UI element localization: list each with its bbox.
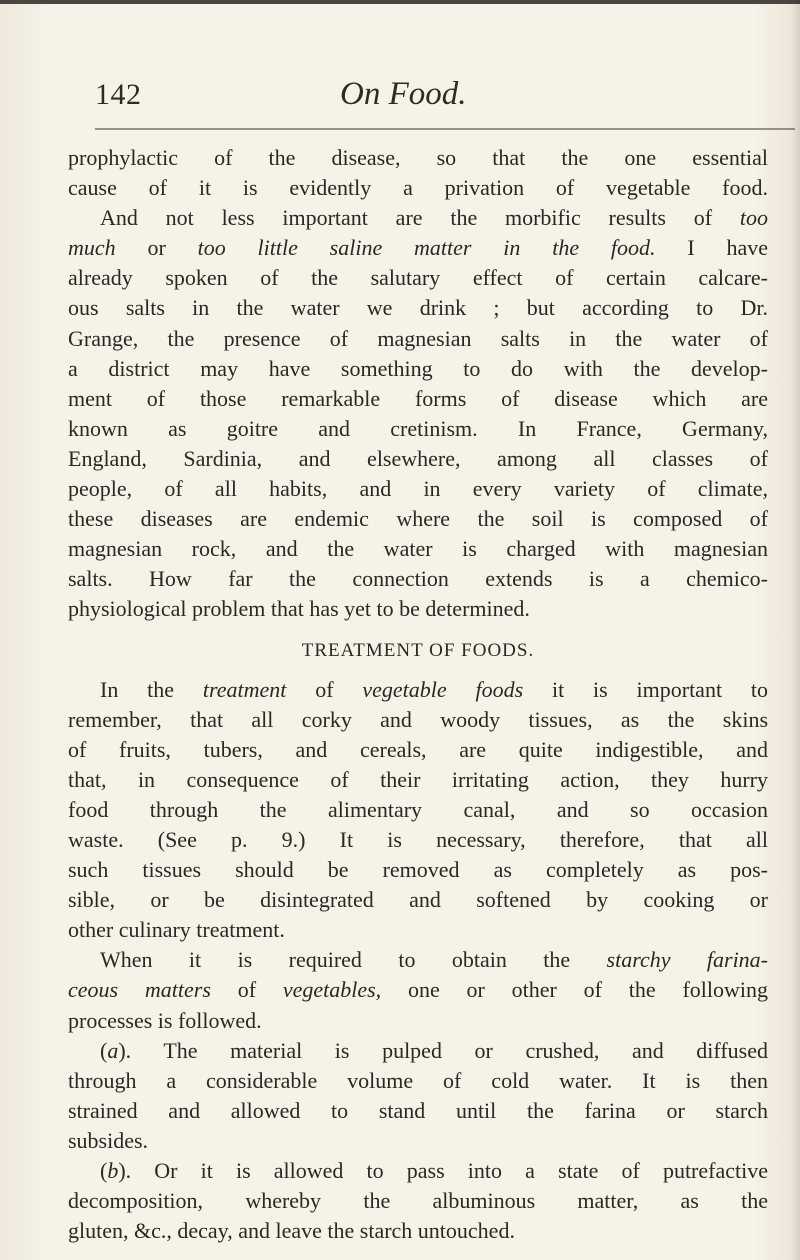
text-line: people, of all habits, and in every variety of climate, [68, 476, 768, 502]
text-line: through a considerable volume of cold water. It is then [68, 1067, 768, 1093]
text-line [68, 203, 768, 233]
text-line: of fruits, tubers, and cereals, are quite indigestible, and [68, 736, 768, 762]
text-line: ous salts in the water we drink ; but according to Dr. [68, 295, 768, 321]
page-header [95, 78, 795, 120]
italic-run: b [107, 1158, 119, 1183]
text-line: (a). The material is pulped or crushed, and diffused [100, 1037, 768, 1063]
text-line: that, in consequence of their irritating action, they hurry [68, 766, 768, 792]
text-line [68, 945, 768, 975]
italic-run: ceous matters [68, 977, 211, 1003]
text-line: cause of it is evidently a privation of vegetable food. [68, 175, 768, 201]
text-line: gluten, &c., decay, and leave the starch untouched. [68, 1218, 515, 1244]
page-edge-shadow [790, 0, 800, 1260]
text-line: decomposition, whereby the albuminous matter, as the [68, 1188, 768, 1214]
text-run: In the [100, 676, 175, 702]
text-line: other culinary treatment. [68, 917, 285, 943]
italic-run: vegetable foods [362, 676, 524, 702]
text-run: When it is required to obtain the [100, 947, 571, 973]
top-edge-rule [0, 0, 800, 4]
italic-run: too [739, 205, 769, 231]
text-line: sible, or be disintegrated and softened by cooking or [68, 887, 768, 913]
text-line: processes is followed. [68, 1007, 262, 1033]
text-line: physiological problem that has yet to be determined. [68, 596, 530, 622]
body-text [68, 143, 768, 1246]
italic-run: too little saline matter in the food. [197, 235, 656, 261]
text-line: remember, that all corky and woody tissues, as the skins [68, 706, 768, 732]
text-line: strained and allowed to stand until the farina or starch [68, 1097, 768, 1123]
text-line: (b). Or it is allowed to pass into a state of putrefactive [100, 1158, 768, 1183]
italic-run: a [107, 1037, 119, 1063]
text-line: already spoken of the salutary effect of certain calcare- [68, 265, 768, 291]
text-run: ). The material is pulped or crushed, and diffused [118, 1037, 768, 1063]
italic-run: vegetables, [282, 977, 382, 1003]
text-line: England, Sardinia, and elsewhere, among all classes of [68, 445, 768, 471]
text-line: known as goitre and cretinism. In France, Germany, [68, 415, 768, 441]
text-run: of [237, 977, 257, 1003]
text-line: salts. How far the connection extends is a chemico- [68, 566, 768, 592]
text-line [68, 975, 768, 1005]
text-line [68, 233, 768, 263]
italic-run: much [68, 235, 116, 261]
section-heading: TREATMENT OF FOODS. [301, 639, 535, 661]
running-title: On Food. [340, 76, 467, 112]
text-line: prophylactic of the disease, so that the one essential [68, 145, 768, 170]
text-line: Grange, the presence of magnesian salts in the water of [68, 325, 768, 351]
text-line: magnesian rock, and the water is charged with magnesian [68, 536, 768, 562]
text-run: I have [687, 235, 768, 261]
text-line: these diseases are endemic where the soil is composed of [68, 506, 768, 532]
text-run: it is important to [551, 676, 768, 702]
text-run: ). Or it is allowed to pass into a state of putrefactive [118, 1158, 768, 1183]
italic-run: starchy farina- [606, 947, 769, 973]
text-run: And not less important are the morbific results of [100, 205, 713, 231]
text-run: or [147, 235, 166, 261]
text-line: such tissues should be removed as completely as pos- [68, 857, 768, 883]
italic-run: treatment [202, 676, 287, 702]
text-line [68, 675, 768, 705]
text-run: one or other of the following [407, 977, 768, 1003]
text-line: subsides. [68, 1127, 149, 1153]
text-line: food through the alimentary canal, and so occasion [68, 796, 768, 822]
text-run: of [315, 676, 334, 702]
text-line: ment of those remarkable forms of disease which are [68, 385, 768, 411]
header-rule [95, 128, 795, 130]
text-line: waste. (See p. 9.) It is necessary, therefore, that all [68, 826, 768, 852]
text-line: a district may have something to do with the develop- [68, 355, 768, 381]
page-number: 142 [95, 78, 142, 111]
